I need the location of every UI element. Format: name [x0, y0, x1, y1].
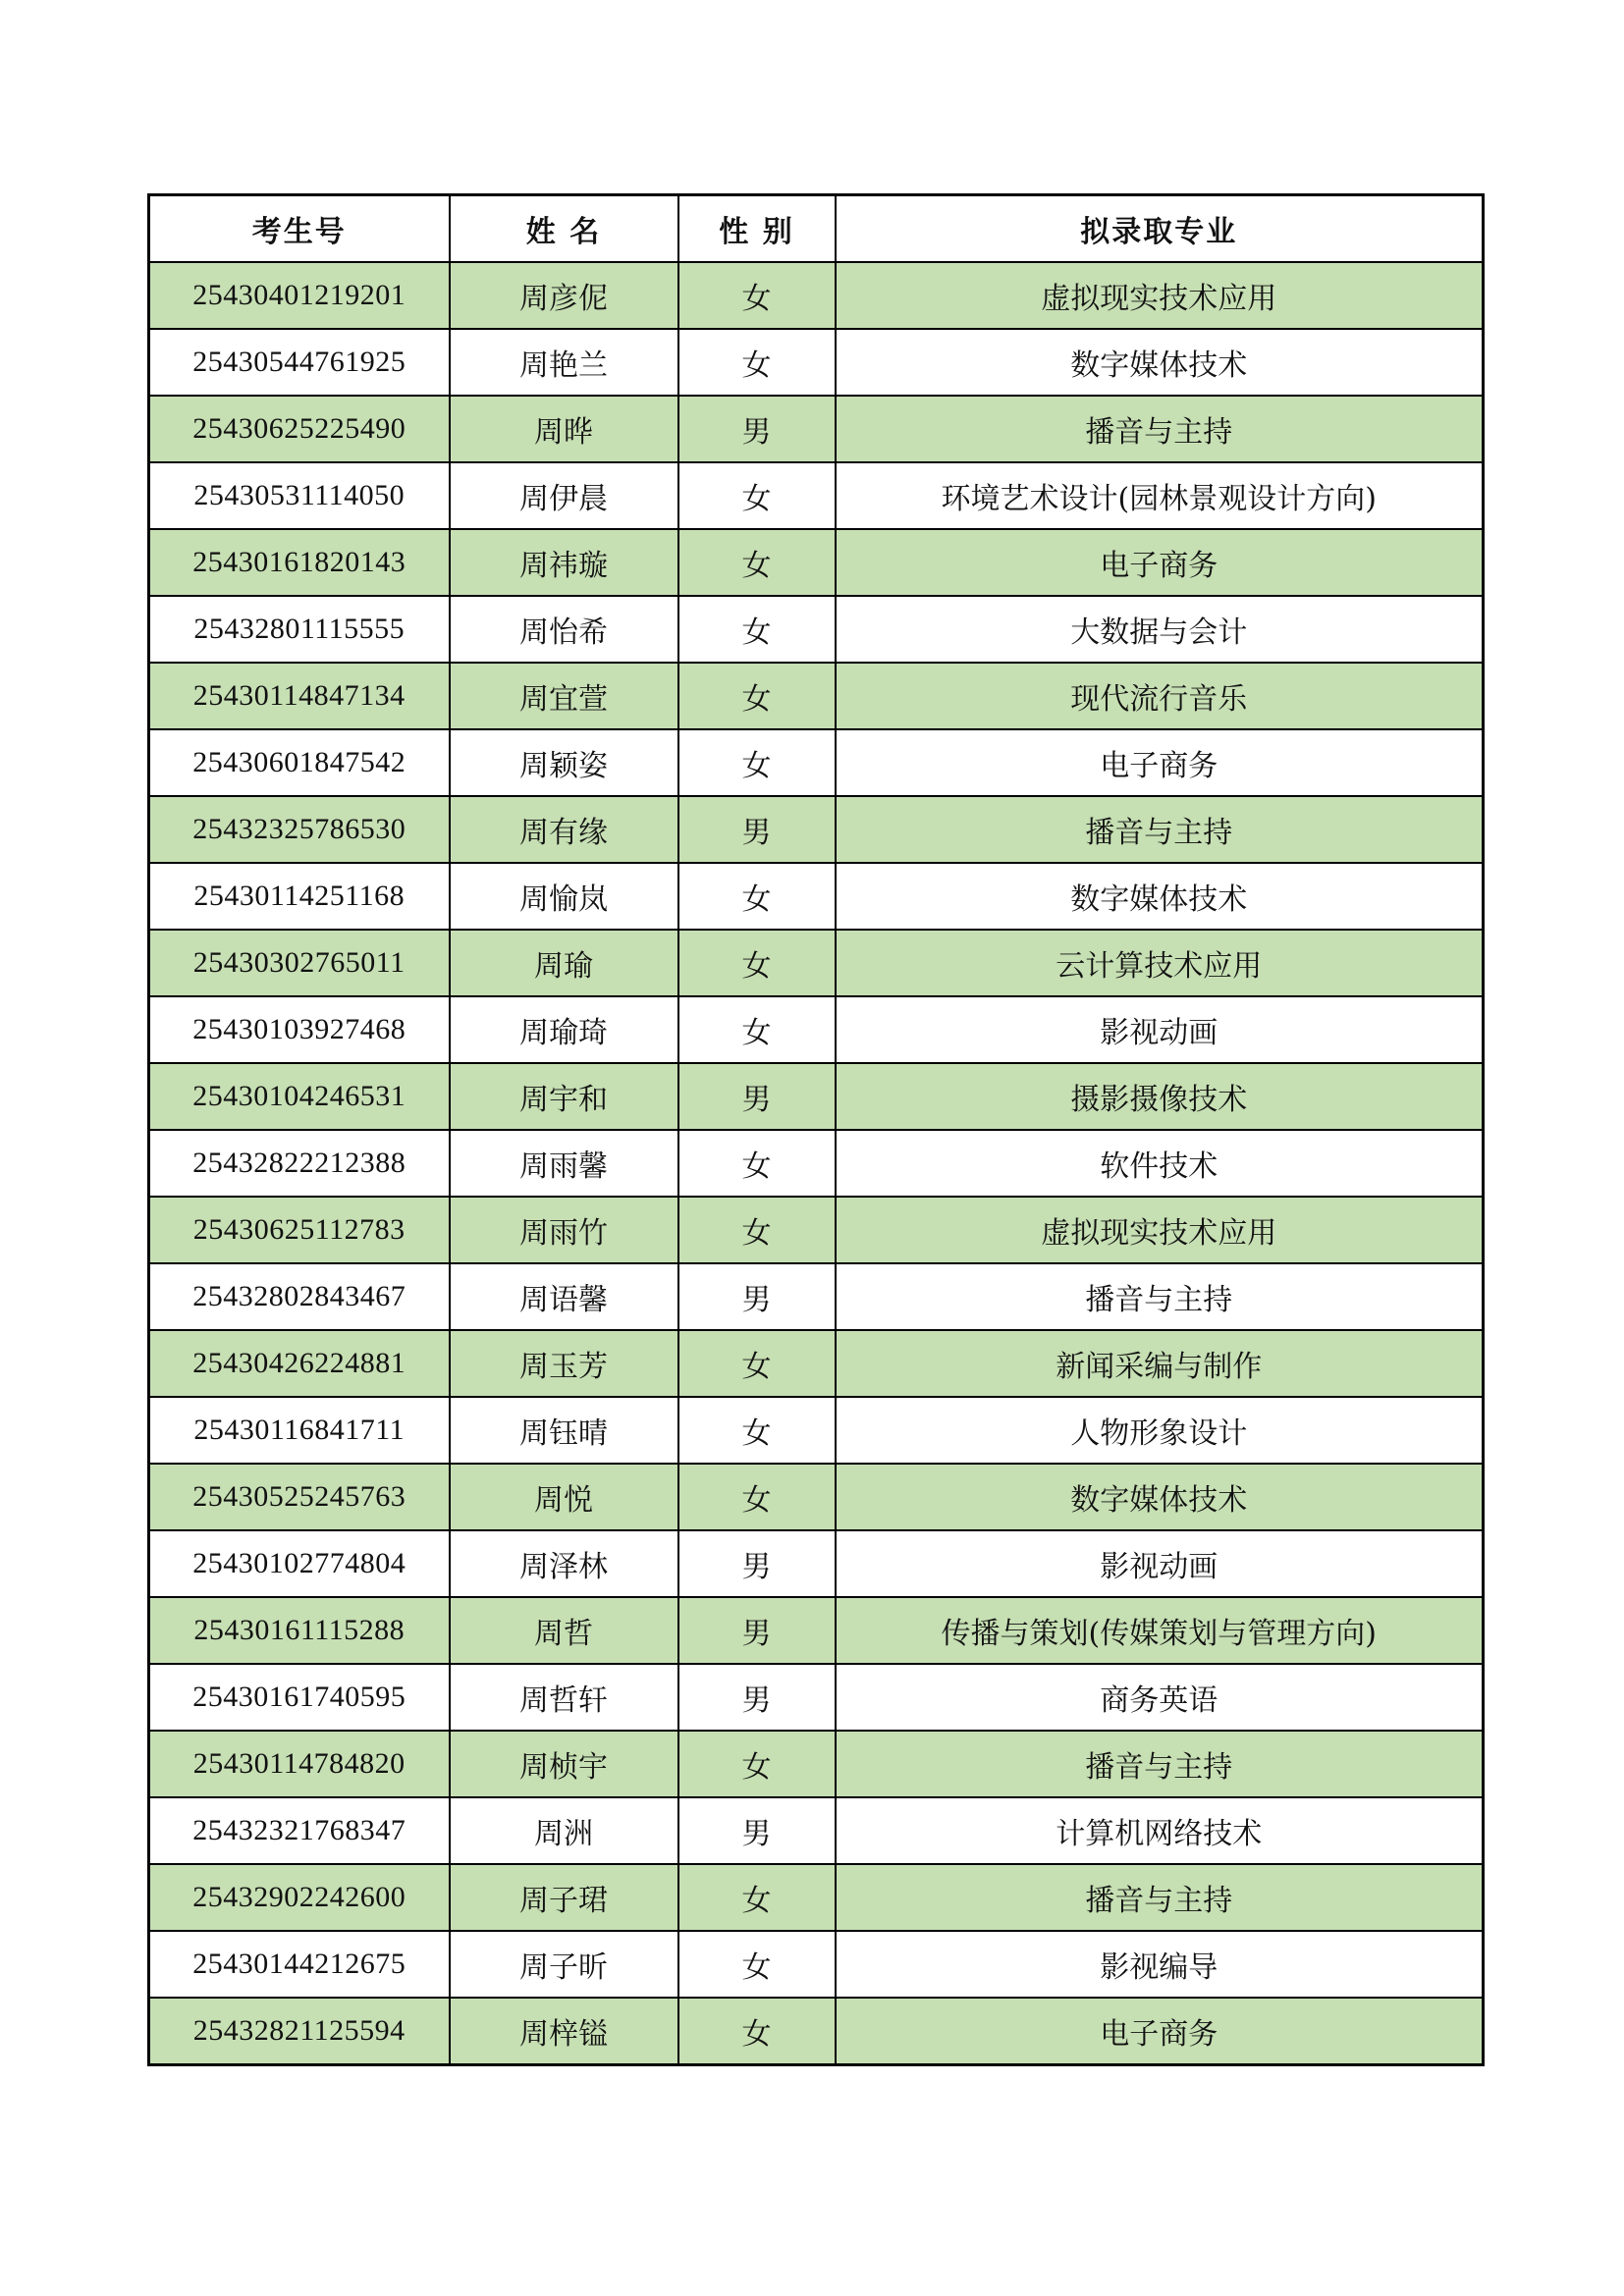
- cell-gender: 女: [678, 1397, 836, 1464]
- cell-candidate-id: 25430144212675: [149, 1931, 450, 1998]
- table-row: [149, 863, 1484, 930]
- cell-name: 周哲: [450, 1597, 678, 1664]
- cell-gender: 女: [678, 262, 836, 329]
- cell-major: 影视动画: [836, 996, 1484, 1063]
- cell-major: 商务英语: [836, 1664, 1484, 1731]
- table-row: [149, 1797, 1484, 1864]
- table-row: [149, 1664, 1484, 1731]
- cell-name: 周桢宇: [450, 1731, 678, 1797]
- table-row: [149, 329, 1484, 396]
- cell-name: 周钰晴: [450, 1397, 678, 1464]
- cell-candidate-id: 25432822212388: [149, 1130, 450, 1197]
- cell-gender: 女: [678, 663, 836, 729]
- cell-major: 播音与主持: [836, 1263, 1484, 1330]
- table-row: [149, 729, 1484, 796]
- cell-gender: 女: [678, 1864, 836, 1931]
- cell-major: 虚拟现实技术应用: [836, 1197, 1484, 1263]
- cell-gender: 女: [678, 1731, 836, 1797]
- cell-gender: 女: [678, 1464, 836, 1530]
- cell-gender: 男: [678, 1263, 836, 1330]
- table-row: [149, 1597, 1484, 1664]
- cell-major: 计算机网络技术: [836, 1797, 1484, 1864]
- cell-gender: 女: [678, 462, 836, 529]
- table-row: [149, 462, 1484, 529]
- cell-major: 虚拟现实技术应用: [836, 262, 1484, 329]
- cell-candidate-id: 25430601847542: [149, 729, 450, 796]
- cell-major: 播音与主持: [836, 396, 1484, 462]
- cell-candidate-id: 25430161820143: [149, 529, 450, 596]
- table-row: [149, 1731, 1484, 1797]
- cell-name: 周泽林: [450, 1530, 678, 1597]
- cell-major: 播音与主持: [836, 1731, 1484, 1797]
- cell-candidate-id: 25432802843467: [149, 1263, 450, 1330]
- header-major: 拟录取专业: [836, 195, 1484, 263]
- cell-major: 电子商务: [836, 729, 1484, 796]
- cell-gender: 女: [678, 930, 836, 996]
- cell-gender: 女: [678, 1998, 836, 2065]
- cell-candidate-id: 25430114251168: [149, 863, 450, 930]
- cell-name: 周梓镒: [450, 1998, 678, 2065]
- cell-candidate-id: 25432321768347: [149, 1797, 450, 1864]
- cell-gender: 女: [678, 529, 836, 596]
- cell-candidate-id: 25430102774804: [149, 1530, 450, 1597]
- table-row: [149, 796, 1484, 863]
- cell-candidate-id: 25432325786530: [149, 796, 450, 863]
- header-candidate-id: 考生号: [149, 195, 450, 263]
- cell-gender: 男: [678, 396, 836, 462]
- cell-name: 周宜萱: [450, 663, 678, 729]
- table-row: [149, 996, 1484, 1063]
- header-name: 姓 名: [450, 195, 678, 263]
- cell-major: 播音与主持: [836, 796, 1484, 863]
- cell-gender: 女: [678, 1197, 836, 1263]
- cell-name: 周瑜琦: [450, 996, 678, 1063]
- cell-major: 摄影摄像技术: [836, 1063, 1484, 1130]
- cell-major: 数字媒体技术: [836, 863, 1484, 930]
- table-body: [149, 262, 1484, 2065]
- cell-name: 周彦伲: [450, 262, 678, 329]
- cell-name: 周雨竹: [450, 1197, 678, 1263]
- cell-major: 大数据与会计: [836, 596, 1484, 663]
- cell-gender: 女: [678, 1130, 836, 1197]
- cell-gender: 女: [678, 329, 836, 396]
- cell-candidate-id: 25430302765011: [149, 930, 450, 996]
- cell-major: 数字媒体技术: [836, 329, 1484, 396]
- table-header-row: [149, 195, 1484, 263]
- cell-name: 周子珺: [450, 1864, 678, 1931]
- cell-gender: 女: [678, 596, 836, 663]
- table-row: [149, 1197, 1484, 1263]
- table-row: [149, 1397, 1484, 1464]
- table-row: [149, 1263, 1484, 1330]
- table-row: [149, 1864, 1484, 1931]
- cell-candidate-id: 25430401219201: [149, 262, 450, 329]
- cell-name: 周艳兰: [450, 329, 678, 396]
- cell-name: 周愉岚: [450, 863, 678, 930]
- cell-name: 周晔: [450, 396, 678, 462]
- table-row: [149, 1530, 1484, 1597]
- cell-major: 播音与主持: [836, 1864, 1484, 1931]
- cell-major: 数字媒体技术: [836, 1464, 1484, 1530]
- cell-name: 周祎璇: [450, 529, 678, 596]
- table-row: [149, 930, 1484, 996]
- cell-gender: 女: [678, 863, 836, 930]
- header-gender: 性 别: [678, 195, 836, 263]
- cell-major: 人物形象设计: [836, 1397, 1484, 1464]
- cell-candidate-id: 25430426224881: [149, 1330, 450, 1397]
- cell-major: 软件技术: [836, 1130, 1484, 1197]
- admission-table: [147, 193, 1485, 2066]
- admission-list-sheet: [147, 193, 1482, 2066]
- cell-major: 影视编导: [836, 1931, 1484, 1998]
- cell-candidate-id: 25430114847134: [149, 663, 450, 729]
- cell-name: 周悦: [450, 1464, 678, 1530]
- cell-candidate-id: 25432801115555: [149, 596, 450, 663]
- table-row: [149, 596, 1484, 663]
- cell-major: 新闻采编与制作: [836, 1330, 1484, 1397]
- cell-candidate-id: 25432821125594: [149, 1998, 450, 2065]
- table-row: [149, 262, 1484, 329]
- cell-candidate-id: 25430531114050: [149, 462, 450, 529]
- cell-major: 现代流行音乐: [836, 663, 1484, 729]
- cell-name: 周宇和: [450, 1063, 678, 1130]
- cell-candidate-id: 25430544761925: [149, 329, 450, 396]
- cell-major: 传播与策划(传媒策划与管理方向): [836, 1597, 1484, 1664]
- cell-name: 周有缘: [450, 796, 678, 863]
- cell-candidate-id: 25430103927468: [149, 996, 450, 1063]
- table-row: [149, 1330, 1484, 1397]
- cell-gender: 女: [678, 996, 836, 1063]
- table-row: [149, 396, 1484, 462]
- cell-gender: 女: [678, 729, 836, 796]
- cell-gender: 女: [678, 1330, 836, 1397]
- cell-candidate-id: 25430525245763: [149, 1464, 450, 1530]
- table-row: [149, 1998, 1484, 2065]
- cell-gender: 男: [678, 796, 836, 863]
- cell-name: 周洲: [450, 1797, 678, 1864]
- table-row: [149, 1130, 1484, 1197]
- cell-major: 环境艺术设计(园林景观设计方向): [836, 462, 1484, 529]
- cell-gender: 男: [678, 1063, 836, 1130]
- cell-name: 周语馨: [450, 1263, 678, 1330]
- cell-candidate-id: 25430161740595: [149, 1664, 450, 1731]
- cell-major: 云计算技术应用: [836, 930, 1484, 996]
- cell-candidate-id: 25430161115288: [149, 1597, 450, 1664]
- table-row: [149, 529, 1484, 596]
- cell-major: 电子商务: [836, 1998, 1484, 2065]
- table-row: [149, 1931, 1484, 1998]
- cell-gender: 男: [678, 1797, 836, 1864]
- cell-candidate-id: 25430104246531: [149, 1063, 450, 1130]
- table-row: [149, 1063, 1484, 1130]
- cell-name: 周伊晨: [450, 462, 678, 529]
- cell-name: 周瑜: [450, 930, 678, 996]
- cell-name: 周子昕: [450, 1931, 678, 1998]
- cell-gender: 男: [678, 1530, 836, 1597]
- cell-candidate-id: 25430625112783: [149, 1197, 450, 1263]
- cell-candidate-id: 25430625225490: [149, 396, 450, 462]
- cell-candidate-id: 25432902242600: [149, 1864, 450, 1931]
- cell-major: 影视动画: [836, 1530, 1484, 1597]
- cell-gender: 男: [678, 1664, 836, 1731]
- table-row: [149, 1464, 1484, 1530]
- cell-name: 周怡希: [450, 596, 678, 663]
- cell-candidate-id: 25430116841711: [149, 1397, 450, 1464]
- cell-candidate-id: 25430114784820: [149, 1731, 450, 1797]
- cell-name: 周哲轩: [450, 1664, 678, 1731]
- cell-name: 周玉芳: [450, 1330, 678, 1397]
- cell-name: 周雨馨: [450, 1130, 678, 1197]
- cell-gender: 男: [678, 1597, 836, 1664]
- cell-name: 周颖姿: [450, 729, 678, 796]
- cell-gender: 女: [678, 1931, 836, 1998]
- cell-major: 电子商务: [836, 529, 1484, 596]
- table-row: [149, 663, 1484, 729]
